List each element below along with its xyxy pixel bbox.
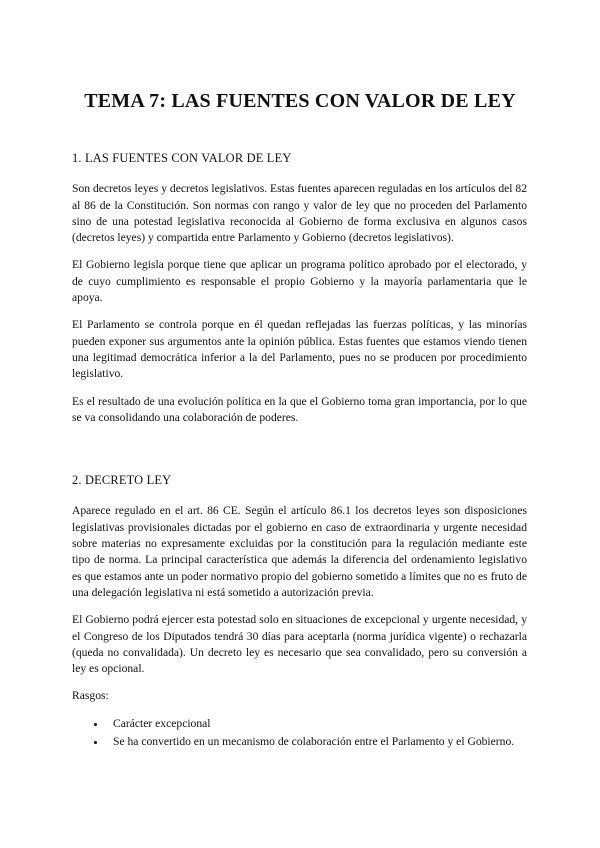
section-fuentes xyxy=(72,150,527,426)
list-item: • Carácter excepcional xyxy=(107,716,527,732)
list-item: • Se ha convertido en un mecanismo de colaboración entre el Parlamento y el Gobierno. xyxy=(107,734,527,750)
section-heading: 2. DECRETO LEY xyxy=(72,473,172,488)
section-spacer xyxy=(72,437,527,472)
document-body xyxy=(72,150,527,752)
paragraph: Son decretos leyes y decretos legislativos. Estas fuentes aparecen reguladas en los artículos del 82 al 86 de la Constitución. Son normas con rango y valor de ley que no proceden del Parlamento sino de una potestad legislativa reconocida al Gobierno de forma exclusiva en algunos casos (decretos leyes) y compartida entre Parlamento y Gobierno (decretos legislativos). xyxy=(72,182,527,245)
paragraph: El Gobierno legisla porque tiene que aplicar un programa político aprobado por el electorado, y de cuyo cumplimiento es responsable el propio Gobierno y la mayoría parlamentaria que le apoya. xyxy=(72,258,527,305)
section-heading: 1. LAS FUENTES CON VALOR DE LEY xyxy=(72,151,292,165)
paragraph: Aparece regulado en el art. 86 CE. Según el artículo 86.1 los decretos leyes son disposiciones legislativas provisionales dictadas por el gobierno en caso de extraordinaria y urgente necesidad sobre materias no expresamente excluidas por la constitución para la regulación mediante este tipo de norma. La principal característica que además la diferencia del ordenamiento legislativo es que estamos ante un poder normativo propio del gobierno sometido a límites que no es fruto de una delegación legislativa ni está sometido a autorización previa. xyxy=(72,504,527,599)
paragraph: Rasgos: xyxy=(72,689,109,703)
rasgos-list xyxy=(72,716,527,751)
section-decreto-ley xyxy=(72,472,527,750)
paragraph: El Gobierno podrá ejercer esta potestad solo en situaciones de excepcional y urgente necesidad, y el Congreso de los Diputados tendrá 30 días para aceptarla (norma jurídica vigente) o rechazarla (queda no convalidada). Un decreto ley es necesario que sea convalidado, pero su conversión a ley es opcional. xyxy=(72,613,527,676)
document-title: TEMA 7: LAS FUENTES CON VALOR DE LEY xyxy=(84,90,516,112)
paragraph: Es el resultado de una evolución política en la que el Gobierno toma gran importancia, por lo que se va consolidando una colaboración de poderes. xyxy=(72,394,527,424)
paragraph: El Parlamento se controla porque en él quedan reflejadas las fuerzas políticas, y las minorías pueden exponer sus argumentos ante la opinión pública. Estas fuentes que estamos viendo tienen una legitimad democrática inferior a la del Parlamento, pues no se producen por procedimiento legislativo. xyxy=(72,318,527,381)
